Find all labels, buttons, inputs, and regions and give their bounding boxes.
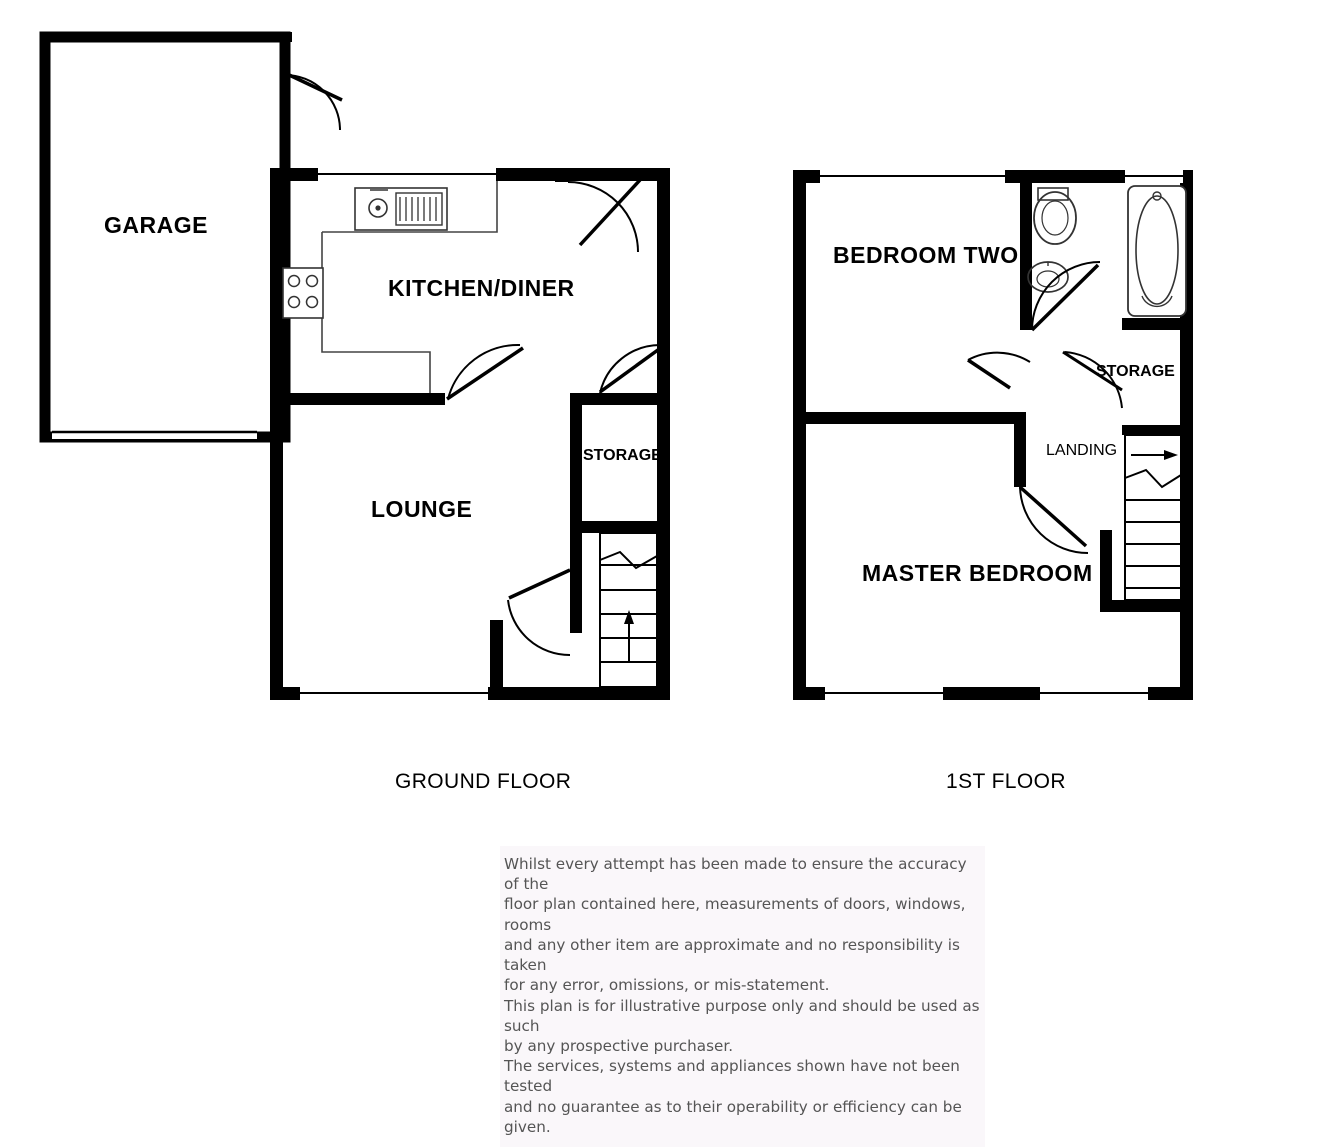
disclaimer-block [500, 846, 985, 1147]
disclaimer-line: by any prospective purchaser. [504, 1036, 734, 1055]
room-label-landing: LANDING [1046, 442, 1118, 459]
disclaimer-line: and any other item are approximate and no responsibility is taken [504, 935, 960, 975]
lounge-kitchen-door-swing [447, 345, 523, 399]
room-label-lounge: LOUNGE [371, 496, 473, 522]
ground-floor-caption: GROUND FLOOR [395, 770, 572, 793]
bathroom-fixtures [1028, 186, 1186, 316]
room-label-bedroom-two: BEDROOM TWO [833, 242, 1019, 268]
ground-floor-plan [45, 32, 670, 700]
disclaimer-line: and no guarantee as to their operability or efficiency can be given. [504, 1097, 962, 1136]
first-floor-caption: 1ST FLOOR [946, 770, 1066, 793]
room-label-master-bedroom: MASTER BEDROOM [862, 560, 1093, 586]
lounge-hall-door-swing [508, 570, 570, 655]
master-bedroom-door-swing [1020, 487, 1088, 553]
wc-icon [1034, 188, 1076, 244]
ground-stairs [600, 533, 657, 687]
kitchen-sink-icon [355, 188, 447, 230]
hall-kitchen-door-swing [600, 345, 662, 393]
kitchen-hob-icon [283, 268, 323, 318]
disclaimer-line: The services, systems and appliances shown have not been tested [504, 1057, 960, 1096]
room-label-ground-storage: STORAGE [583, 447, 662, 464]
room-label-garage: GARAGE [104, 212, 208, 238]
bedroom-two-door-swing [968, 353, 1030, 388]
room-label-kitchen-diner: KITCHEN/DINER [388, 275, 575, 301]
disclaimer-line: floor plan contained here, measurements of doors, windows, rooms [504, 895, 966, 934]
garage-door-swing [285, 73, 342, 130]
disclaimer-line: This plan is for illustrative purpose only and should be used as such [504, 996, 980, 1035]
room-label-first-storage: STORAGE [1096, 363, 1175, 380]
first-floor-stairs [1125, 435, 1181, 600]
disclaimer-line: for any error, omissions, or mis-statement. [504, 976, 830, 995]
disclaimer-line: Whilst every attempt has been made to ensure the accuracy of the [504, 855, 967, 894]
